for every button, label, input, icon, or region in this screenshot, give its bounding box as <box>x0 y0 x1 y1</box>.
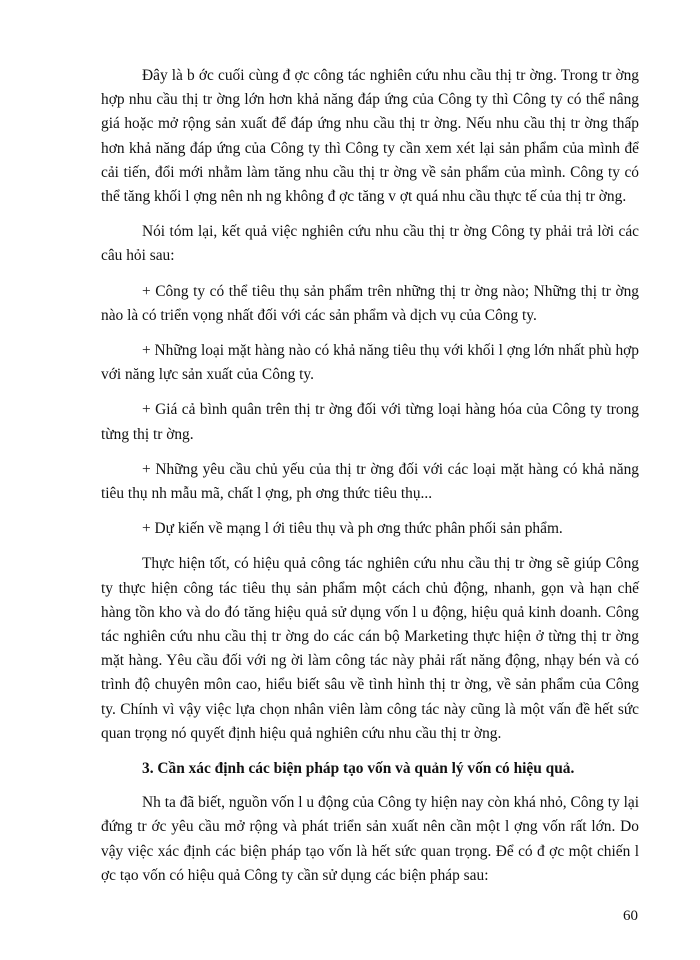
bullet-markets: + Công ty có thể tiêu thụ sản phẩm trên những thị tr ờng nào; Những thị tr ờng nào là có triển vọng nhất đối với các sản phẩm và dịch vụ của Công ty. <box>101 282 639 324</box>
bullet-average-price: + Giá cả bình quân trên thị tr ờng đối với từng loại hàng hóa của Công ty trong từng thị tr ờng. <box>101 401 639 443</box>
paragraph-market-research-final-step: Đây là b ớc cuối cùng đ ợc công tác nghiên cứu nhu cầu thị tr ờng. Trong tr ờng hợp nhu cầu thị tr ờng lớn hơn khả năng đáp ứng của Công ty thì Công ty có thể nâng giá hoặc mở rộng sản xuất để đáp ứng nhu cầu thị tr ờng. Nếu nhu cầu thị tr ờng thấp hơn khả năng đáp ứng của Công ty thì Công ty cần xem xét lại sản phẩm của mình để cải tiến, đổi mới nhằm làm tăng nhu cầu thị tr ờng về sản phẩm của mình. Công ty có thể tăng khối l ợng nên nh ng không đ ợc tăng v ợt quá nhu cầu thực tế của thị tr ờng. <box>101 67 639 206</box>
paragraph-effective-research: Thực hiện tốt, có hiệu quả công tác nghiên cứu nhu cầu thị tr ờng sẽ giúp Công ty thực hiện công tác tiêu thụ sản phẩm một cách chủ động, nhanh, gọn và hạn chế hàng tồn kho và do đó tăng hiệu quả sử dụng vốn l u động, hiệu quả kinh doanh. Công tác nghiên cứu nhu cầu thị tr ờng do các cán bộ Marketing thực hiện ở từng thị tr ờng mặt hàng. Yêu cầu đối với ng ời làm công tác này phải rất năng động, nhạy bén và có trình độ chuyên môn cao, hiểu biết sâu về tình hình thị tr ờng, về sản phẩm của Công ty. Chính vì vậy việc lựa chọn nhân viên làm công tác này cũng là một vấn đề hết sức quan trọng nó quyết định hiệu quả nghiên cứu nhu cầu thị tr ờng. <box>101 555 639 742</box>
section-heading: 3. Cần xác định các biện pháp tạo vốn và quản lý vốn có hiệu quả. <box>142 760 575 778</box>
paragraph-capital-measures: Nh ta đã biết, nguồn vốn l u động của Công ty hiện nay còn khá nhỏ, Công ty lại đứng tr ớc yêu cầu mở rộng và phát triển sản xuất nên cần một l ợng vốn rất lớn. Do vậy việc xác định các biện pháp tạo vốn là hết sức quan trọng. Để có đ ợc một chiến l ợc tạo vốn có hiệu quả Công ty cần sử dụng các biện pháp sau: <box>101 794 639 884</box>
bullet-distribution-network: + Dự kiến về mạng l ới tiêu thụ và ph ơng thức phân phối sản phẩm. <box>142 520 563 538</box>
paragraph-summary: Nói tóm lại, kết quả việc nghiên cứu nhu cầu thị tr ờng Công ty phải trả lời các câu hỏi sau: <box>101 223 639 265</box>
bullet-product-types: + Những loại mặt hàng nào có khả năng tiêu thụ với khối l ợng lớn nhất phù hợp với năng lực sản xuất của Công ty. <box>101 342 639 384</box>
bullet-market-requirements: + Những yêu cầu chủ yếu của thị tr ờng đối với các loại mặt hàng có khả năng tiêu thụ nh mẫu mã, chất l ợng, ph ơng thức tiêu thụ... <box>101 460 639 503</box>
page-number: 60 <box>623 908 638 924</box>
page-body <box>101 64 639 899</box>
